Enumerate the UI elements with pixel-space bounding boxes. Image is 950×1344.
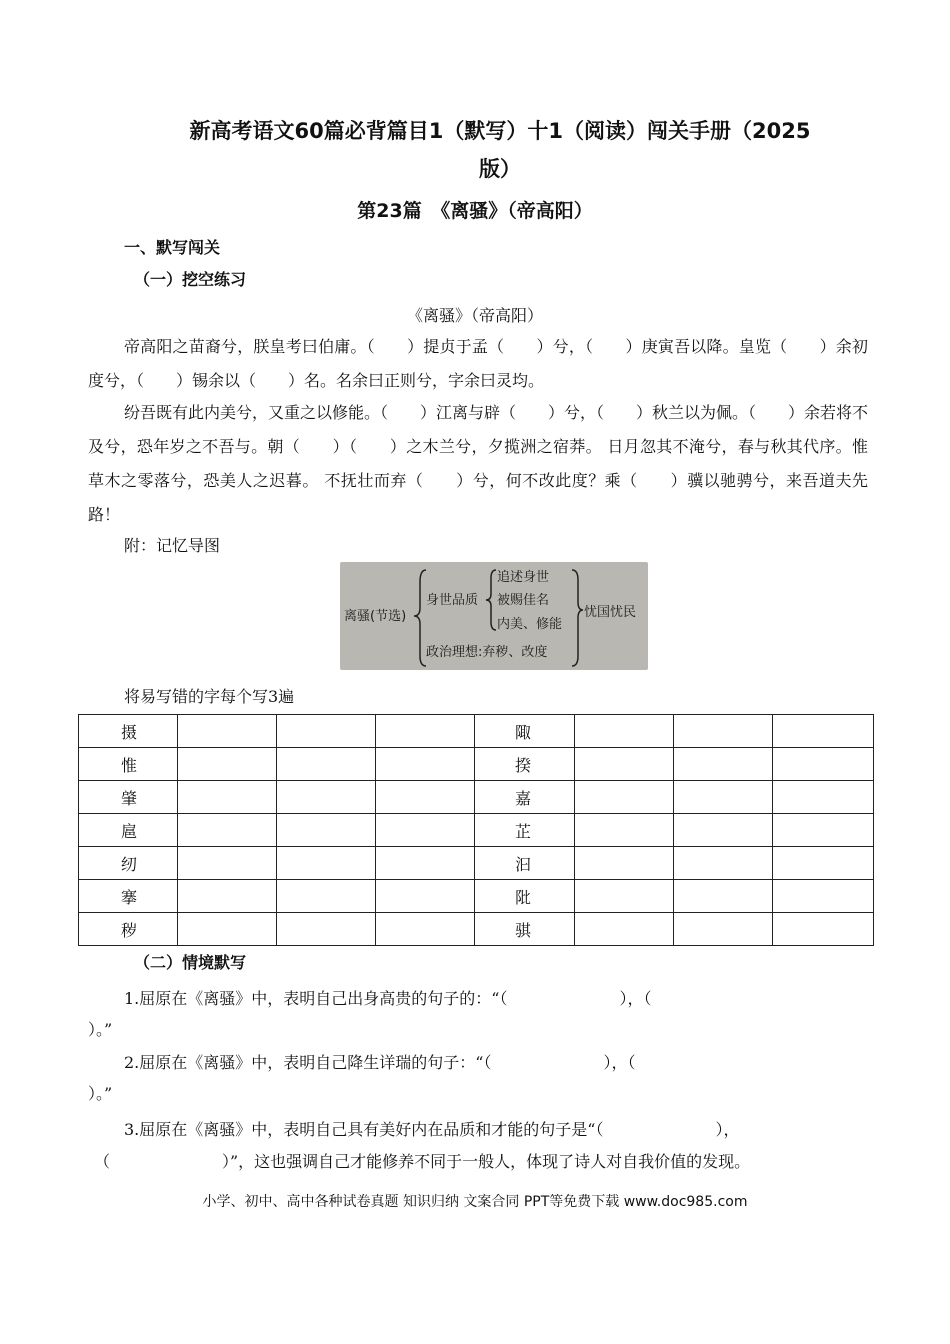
practice-cell[interactable] [575, 814, 674, 847]
table-row [79, 748, 874, 781]
practice-cell[interactable] [674, 781, 773, 814]
practice-char-left: 扈 [79, 814, 178, 847]
practice-cell[interactable] [178, 748, 277, 781]
mindmap-leaf-1: 追述身世 [497, 570, 550, 585]
practice-cell[interactable] [773, 847, 874, 880]
mindmap-brace-branch [486, 570, 496, 630]
practice-cell[interactable] [178, 913, 277, 946]
practice-cell[interactable] [674, 880, 773, 913]
practice-char-right: 揆 [475, 748, 575, 781]
practice-cell[interactable] [178, 781, 277, 814]
practice-char-left: 摄 [79, 715, 178, 748]
practice-cell[interactable] [376, 913, 475, 946]
practice-cell[interactable] [773, 781, 874, 814]
poem-title: 《离骚》（帝高阳） [406, 306, 543, 325]
table-row [79, 814, 874, 847]
appendix-label: 附：记忆导图 [124, 536, 221, 555]
subsection-heading-context: （二）情境默写 [134, 953, 247, 972]
practice-cell[interactable] [674, 748, 773, 781]
practice-cell[interactable] [376, 814, 475, 847]
question-1-line-1: 1.屈原在《离骚》中，表明自己出身高贵的句子的：“（ ），（ [124, 989, 652, 1008]
table-row [79, 913, 874, 946]
mindmap-leaf-2: 被赐佳名 [497, 593, 550, 608]
practice-cell[interactable] [674, 715, 773, 748]
practice-cell[interactable] [773, 913, 874, 946]
table-caption: 将易写错的字每个写3遍 [124, 687, 295, 706]
practice-cell[interactable] [674, 847, 773, 880]
mindmap-leaf-3: 内美、修能 [497, 617, 563, 632]
page-footer: 小学、初中、高中各种试卷真题 知识归纳 文案合同 PPT等免费下载 www.doc985.com [202, 1194, 748, 1210]
character-practice-table [78, 714, 874, 946]
practice-cell[interactable] [376, 880, 475, 913]
practice-char-left: 纫 [79, 847, 178, 880]
mindmap-graphic [340, 562, 648, 670]
memory-mindmap [340, 562, 648, 670]
question-1-line-2: ）。” [88, 1020, 113, 1039]
practice-cell[interactable] [178, 847, 277, 880]
table-row [79, 880, 874, 913]
practice-char-right: 骐 [475, 913, 575, 946]
practice-cell[interactable] [773, 715, 874, 748]
practice-char-right: 阰 [475, 880, 575, 913]
mindmap-root: 离骚(节选) [344, 609, 407, 624]
practice-cell[interactable] [773, 880, 874, 913]
table-row [79, 715, 874, 748]
practice-cell[interactable] [376, 781, 475, 814]
practice-cell[interactable] [575, 715, 674, 748]
practice-char-right: 芷 [475, 814, 575, 847]
practice-cell[interactable] [277, 715, 376, 748]
question-2-line-2: ）。” [88, 1084, 113, 1103]
subsection-heading-fill-blank: （一）挖空练习 [134, 270, 247, 289]
practice-cell[interactable] [376, 748, 475, 781]
practice-cell[interactable] [376, 847, 475, 880]
practice-cell[interactable] [178, 880, 277, 913]
practice-cell[interactable] [575, 781, 674, 814]
practice-cell[interactable] [277, 748, 376, 781]
practice-cell[interactable] [575, 913, 674, 946]
practice-cell[interactable] [773, 814, 874, 847]
practice-cell[interactable] [178, 715, 277, 748]
question-3-line-1: 3.屈原在《离骚》中，表明自己具有美好内在品质和才能的句子是“（ ）， [124, 1120, 740, 1139]
practice-cell[interactable] [674, 814, 773, 847]
practice-cell[interactable] [575, 847, 674, 880]
practice-cell[interactable] [277, 913, 376, 946]
mindmap-branch-2: 政治理想:弃秽、改度 [426, 645, 548, 660]
poem-paragraph-2: 纷吾既有此内美兮，又重之以修能。（ ）江离与辟（ ）兮，（ ）秋兰以为佩。（ ）余若将不及兮，恐年岁之不吾与。朝（ ）（ ）之木兰兮，夕揽洲之宿莽。 日月忽其不淹兮，春与秋其代序。惟草木之零落兮，恐美人之迟暮。 不抚壮而弃（ ）兮，何不改此度？乘（ ）骥以驰骋兮，来吾道夫先路！ [88, 403, 869, 524]
practice-cell[interactable] [277, 814, 376, 847]
practice-char-left: 秽 [79, 913, 178, 946]
document-title [120, 112, 880, 188]
practice-cell[interactable] [277, 781, 376, 814]
practice-char-right: 嘉 [475, 781, 575, 814]
chapter-subtitle: 第23篇 《离骚》（帝高阳） [357, 200, 593, 222]
practice-cell[interactable] [674, 913, 773, 946]
practice-char-right: 汩 [475, 847, 575, 880]
practice-char-left: 搴 [79, 880, 178, 913]
mindmap-brace-main [414, 570, 426, 666]
practice-cell[interactable] [277, 880, 376, 913]
practice-char-right: 陬 [475, 715, 575, 748]
practice-cell[interactable] [178, 814, 277, 847]
poem-paragraph-1: 帝高阳之苗裔兮，朕皇考曰伯庸。（ ）提贞于孟（ ）兮，（ ）庚寅吾以降。皇览（ ）余初度兮，（ ）锡余以（ ）名。名余曰正则兮，字余曰灵均。 [88, 337, 868, 390]
title-line-2: 版） [479, 157, 521, 181]
mindmap-brace-conclusion [572, 570, 583, 666]
table-row [79, 847, 874, 880]
practice-char-left: 惟 [79, 748, 178, 781]
section-heading-dictation: 一、默写闯关 [124, 238, 221, 257]
title-line-1: 新高考语文60篇必背篇目1（默写）十1（阅读）闯关手册（2025 [189, 119, 811, 143]
table-row [79, 781, 874, 814]
practice-char-left: 肇 [79, 781, 178, 814]
practice-cell[interactable] [773, 748, 874, 781]
mindmap-branch-1: 身世品质 [426, 593, 479, 608]
practice-cell[interactable] [277, 847, 376, 880]
practice-cell[interactable] [575, 748, 674, 781]
question-3-line-2: （ ）”，这也强调自己才能修养不同于一般人，体现了诗人对自我价值的发现。 [94, 1152, 751, 1171]
question-2-line-1: 2.屈原在《离骚》中，表明自己降生详瑞的句子：“（ ），（ [124, 1053, 636, 1072]
practice-cell[interactable] [376, 715, 475, 748]
mindmap-conclusion: 忧国忧民 [584, 605, 637, 620]
practice-cell[interactable] [575, 880, 674, 913]
